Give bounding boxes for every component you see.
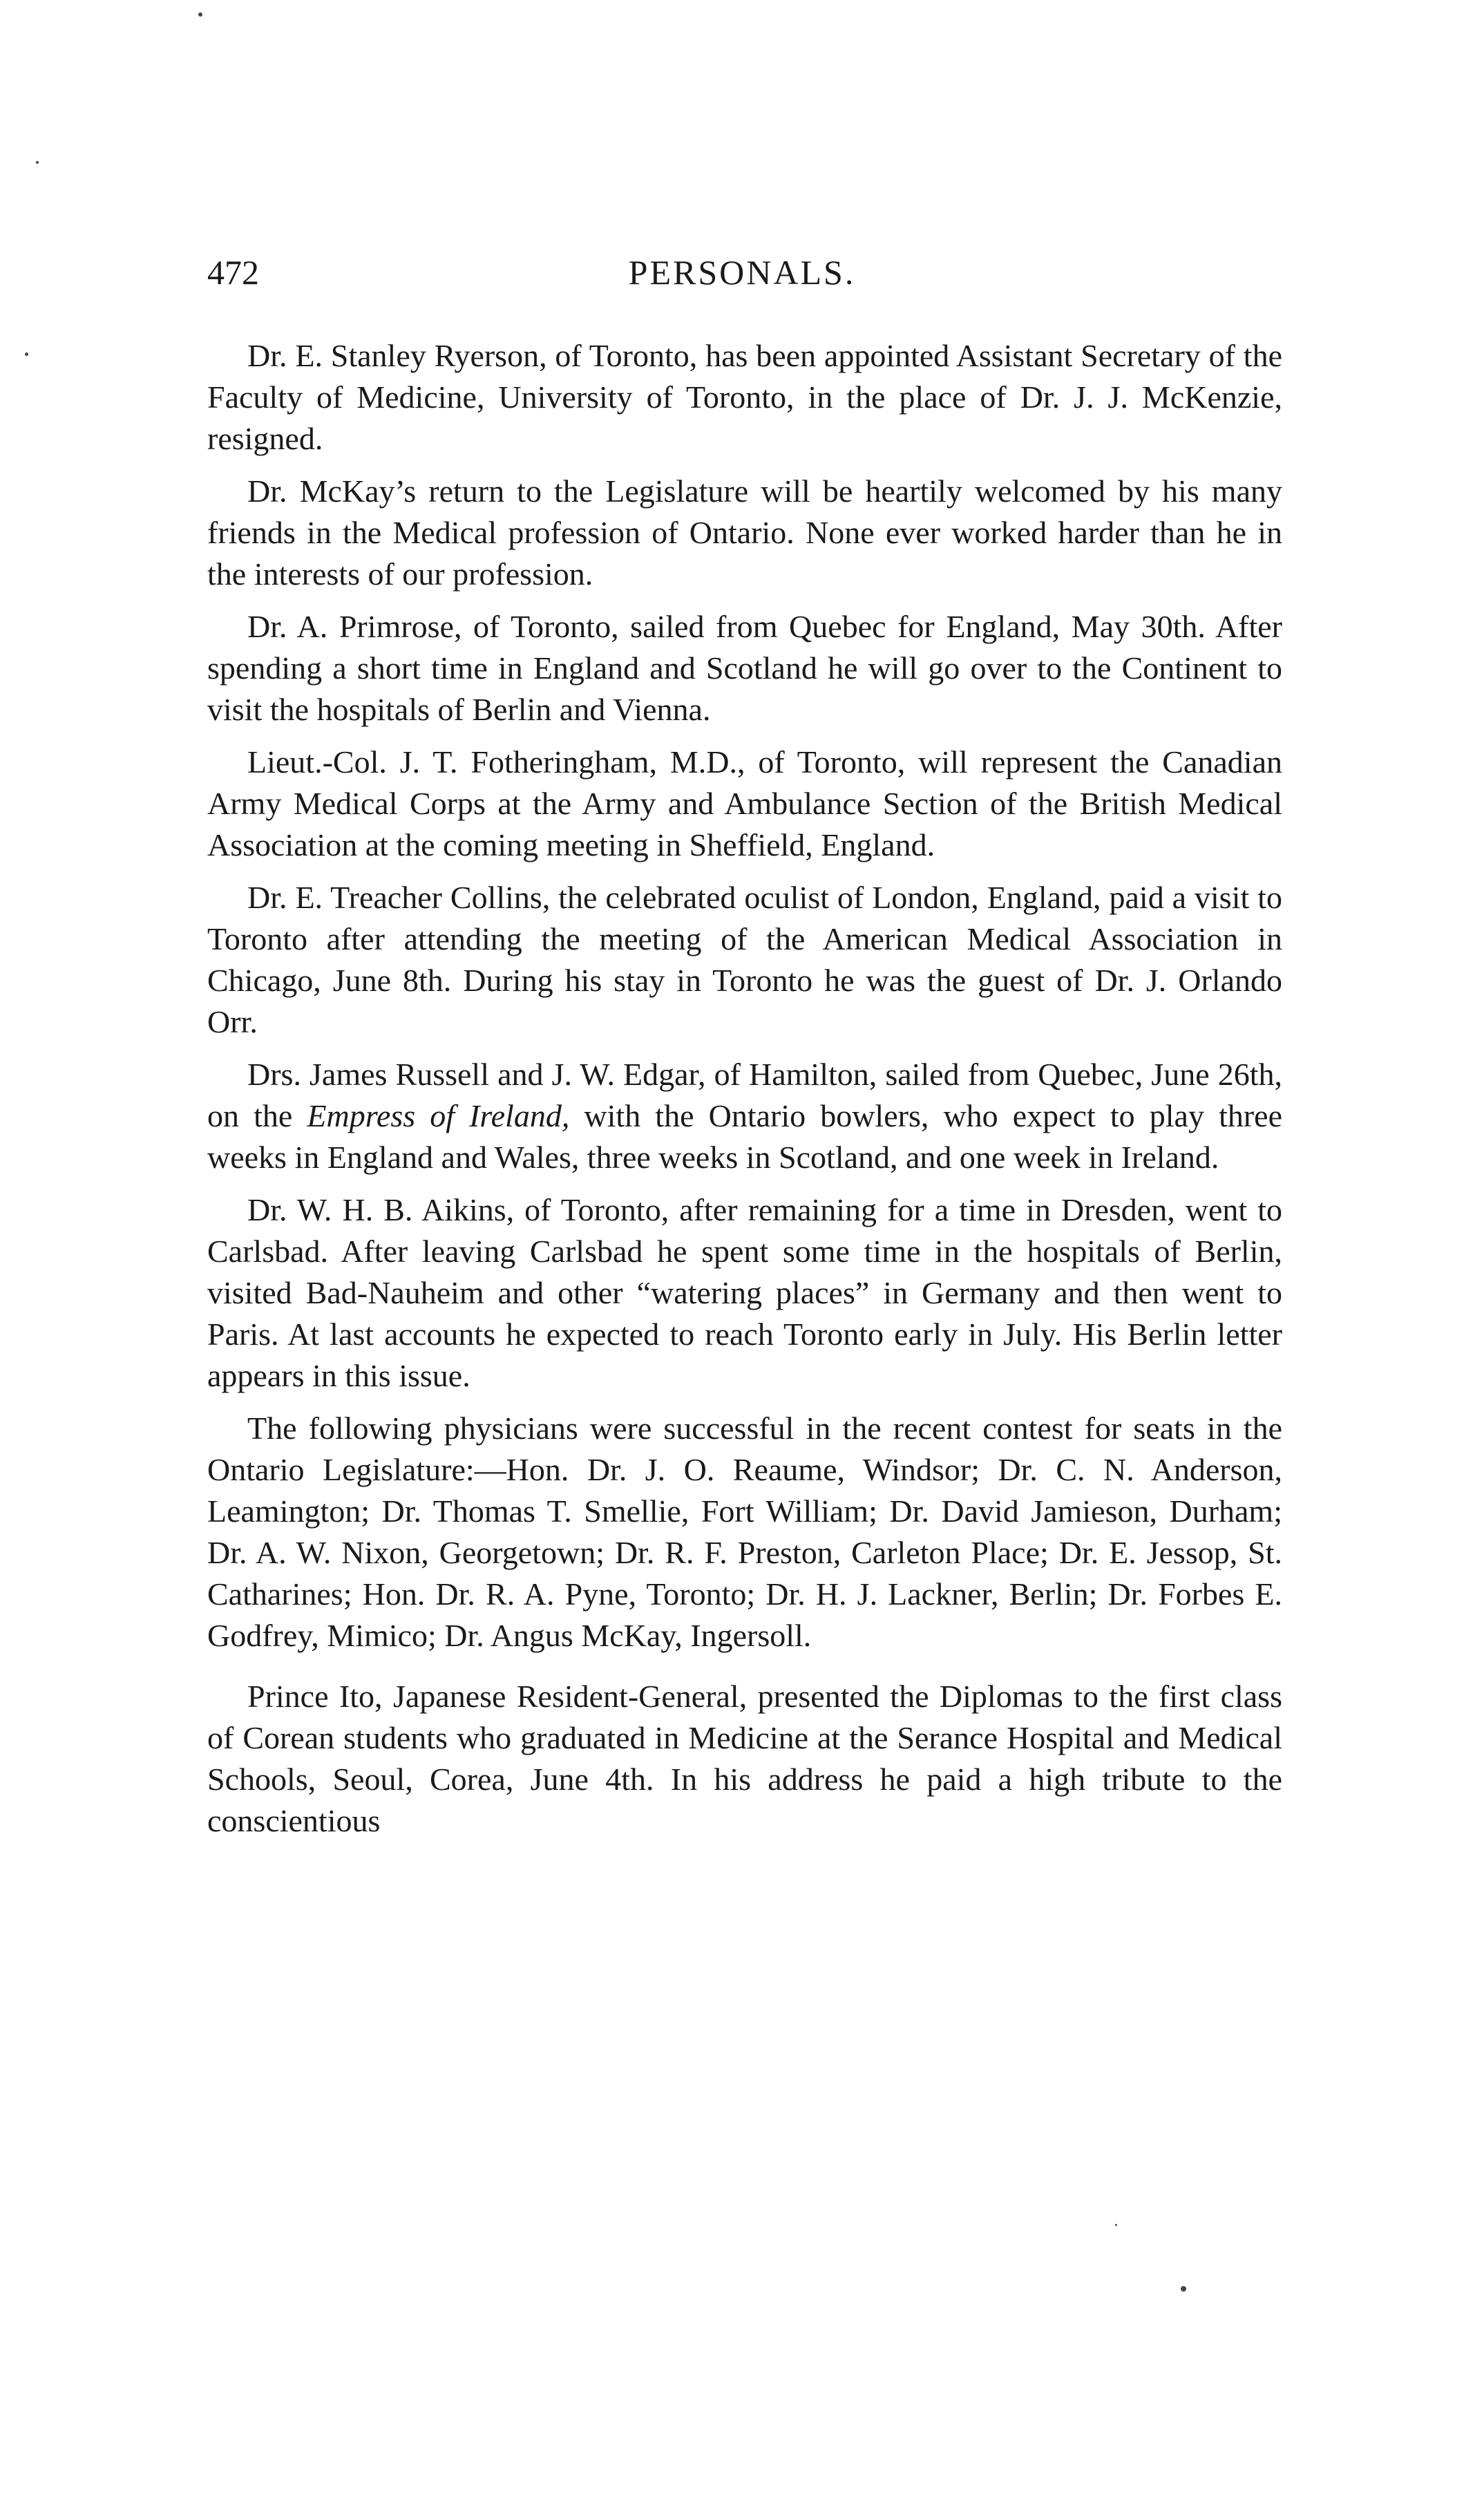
paragraph-ryerson bbox=[207, 335, 1282, 460]
paragraph-text: Lieut.-Col. J. T. Fotheringham, M.D., of Toronto, will represent the Canadian Army Medical Corps at the Army and Ambulance Section of the British Medical Association at the coming meeting in Sheffield, England. bbox=[207, 744, 1282, 862]
paragraph-text: Dr. E. Treacher Collins, the celebrated oculist of London, England, paid a visit to Toronto after attending the meeting of the American Medical Association in Chicago, June 8th. During his stay in Toronto he was the guest of Dr. J. Orlando Orr. bbox=[207, 880, 1282, 1039]
paragraph-text: Dr. McKay’s return to the Legislature will be heartily welcomed by his many friends in the Medical profession of Ontario. None ever worked harder than he in the interests of our profession. bbox=[207, 473, 1282, 592]
paragraph-primrose bbox=[207, 606, 1282, 730]
paragraph-text: The following physicians were successful in the recent contest for seats in the Ontario Legislature:—Hon. Dr. J. O. Reaume, Windsor; Dr. C. N. Anderson, Leamington; Dr. Thomas T. Smellie, Fort William; Dr. David Jamieson, Durham; Dr. A. W. Nixon, Georgetown; Dr. R. F. Preston, Carleton Place; Dr. E. Jessop, St. Catharines; Hon. Dr. R. A. Pyne, Toronto; Dr. H. J. Lackner, Berlin; Dr. Forbes E. Godfrey, Mimico; Dr. Angus McKay, Ingersoll. bbox=[207, 1410, 1282, 1653]
paragraph-mckay bbox=[207, 471, 1282, 595]
ship-name: Empress of Ireland, bbox=[307, 1098, 570, 1133]
running-head: PERSONALS. bbox=[628, 253, 856, 292]
margin-speck bbox=[1115, 2224, 1117, 2226]
paragraph-russell-edgar bbox=[207, 1054, 1282, 1178]
margin-speck bbox=[1181, 2286, 1186, 2292]
paragraph-prince-ito bbox=[207, 1676, 1282, 1842]
margin-speck bbox=[36, 161, 39, 164]
paragraph-legislature bbox=[207, 1408, 1282, 1657]
paragraph-text: with the Ontario bowlers, who expect to play three weeks in England and Wales, three weeks in Scotland, and one week in Ireland. bbox=[207, 1098, 1282, 1175]
paragraph-text: Dr. E. Stanley Ryerson, of Toronto, has been appointed Assistant Secretary of the Faculty of Medicine, University of Toronto, in the place of Dr. J. J. McKenzie, resigned. bbox=[207, 338, 1282, 456]
page-number: 472 bbox=[207, 253, 259, 292]
body-text bbox=[207, 335, 1282, 1853]
paragraph-text: Drs. James Russell and J. W. Edgar, of Hamilton, sailed from Quebec, June 26th, on the bbox=[207, 1057, 1282, 1133]
page-header bbox=[207, 245, 1277, 300]
paragraph-collins bbox=[207, 877, 1282, 1043]
paragraph-text: Prince Ito, Japanese Resident-General, presented the Diplomas to the first class of Corean students who graduated in Medicine at the Serance Hospital and Medical Schools, Seoul, Corea, June 4th. In his address he paid a high tribute to the conscientious bbox=[207, 1679, 1282, 1838]
paragraph-text: Dr. A. Primrose, of Toronto, sailed from Quebec for England, May 30th. After spending a short time in England and Scotland he will go over to the Continent to visit the hospitals of Berlin and Vienna. bbox=[207, 609, 1282, 727]
paragraph-text: Dr. W. H. B. Aikins, of Toronto, after remaining for a time in Dresden, went to Carlsbad. After leaving Carlsbad he spent some time in the hospitals of Berlin, visited Bad-Nauheim and other “watering places” in Germany and then went to Paris. At last accounts he expected to reach Toronto early in July. His Berlin letter appears in this issue. bbox=[207, 1192, 1282, 1393]
margin-speck bbox=[198, 12, 202, 17]
paragraph-fotheringham bbox=[207, 742, 1282, 866]
margin-speck bbox=[25, 352, 28, 356]
paragraph-aikins bbox=[207, 1189, 1282, 1397]
